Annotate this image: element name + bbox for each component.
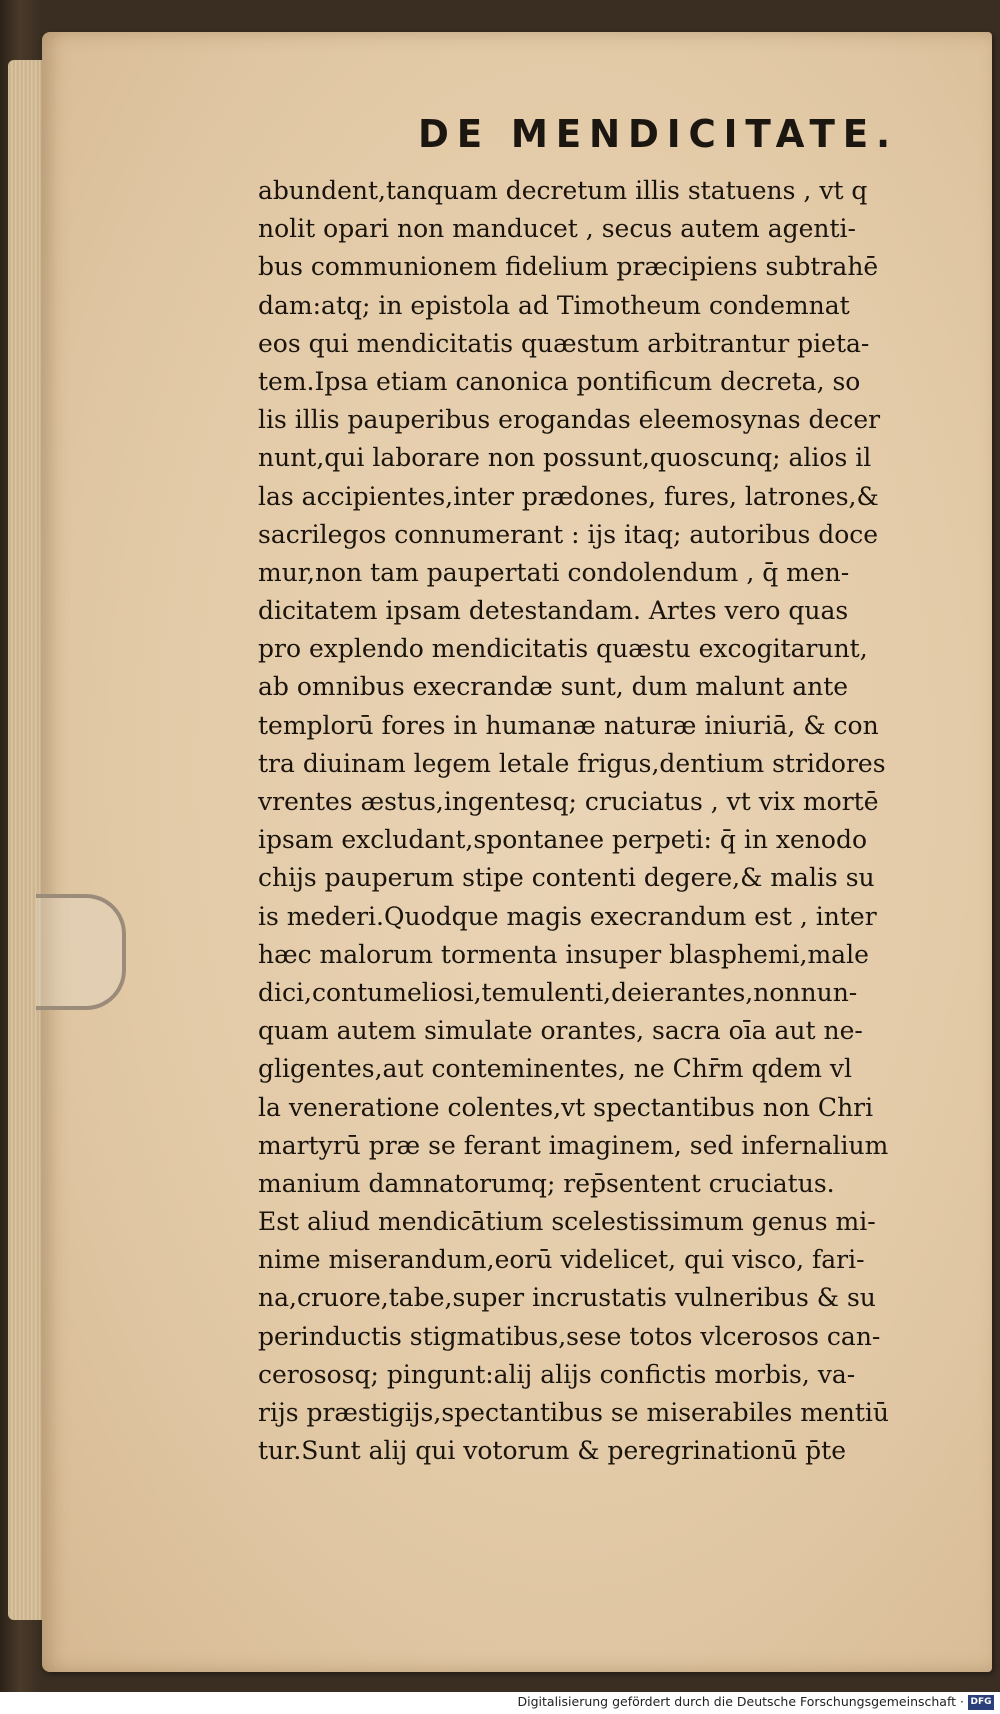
text-line: mur,non tam paupertati condolendum , q̄ men- — [258, 557, 850, 587]
text-line: rijs præstigijs,spectantibus se miserabiles mentiū — [258, 1398, 889, 1427]
text-line: dici,contumeliosi,temulenti,deierantes,nonnun- — [258, 977, 858, 1007]
text-line: pro explendo mendicitatis quæstu excogitarunt, — [258, 634, 868, 664]
text-line: nunt,qui laborare non possunt,quoscunq; alios il — [258, 443, 872, 473]
text-line: tur.Sunt alij qui votorum & peregrinationū p̄te — [258, 1436, 847, 1466]
text-line: hæc malorum tormenta insuper blasphemi,male — [258, 939, 869, 969]
text-line: martyrū præ se ferant imaginem, sed infernalium — [258, 1130, 889, 1160]
text-line: gligentes,aut conteminentes, ne Chr̄m qdem vl — [258, 1054, 853, 1084]
text-line: perinductis stigmatibus,sese totos vlcerosos can- — [258, 1321, 881, 1351]
text-line: ab omnibus execrandæ sunt, dum malunt ante — [258, 672, 849, 702]
text-line: chijs pauperum stipe contenti degere,& malis su — [258, 863, 875, 893]
text-line: sacrilegos connumerant : ijs itaq; autoribus doce — [258, 519, 879, 549]
text-line: bus communionem fidelium præcipiens subtrahē — [258, 252, 879, 282]
footer-credit: Digitalisierung gefördert durch die Deutsche Forschungsgemeinschaft · — [517, 1694, 964, 1709]
running-head: DE MENDICITATE. — [418, 112, 898, 156]
text-line: dicitatem ipsam detestandam. Artes vero quas — [258, 596, 849, 626]
text-line: nime miserandum,eorū videlicet, qui visco, fari- — [258, 1245, 865, 1275]
text-line: abundent,tanquam decretum illis statuens , vt q — [258, 176, 868, 205]
text-line: is mederi.Quodque magis execrandum est , inter — [258, 901, 877, 931]
text-block — [258, 172, 948, 1470]
text-line: na,cruore,tabe,super incrustatis vulneribus & su — [258, 1283, 876, 1313]
text-line: nolit opari non manducet , secus autem agenti- — [258, 214, 856, 244]
text-line: eos qui mendicitatis quæstum arbitrantur pieta- — [258, 328, 870, 358]
text-line: dam:atq; in epistola ad Timotheum condemnat — [258, 290, 850, 320]
text-line: tra diuinam legem letale frigus,dentium stridores — [258, 748, 886, 778]
text-line: quam autem simulate orantes, sacra oīa aut ne- — [258, 1016, 863, 1046]
dfg-logo: DFG — [968, 1695, 994, 1710]
text-line: las accipientes,inter prædones, fures, latrones,& — [258, 481, 879, 511]
text-line: vrentes æstus,ingentesq; cruciatus , vt vix mortē — [258, 787, 879, 816]
text-line: la veneratione colentes,vt spectantibus non Chri — [258, 1092, 874, 1122]
text-line: tem.Ipsa etiam canonica pontificum decreta, so — [258, 366, 861, 396]
text-line: ipsam excludant,spontanee perpeti: q̄ in xenodo — [258, 825, 868, 855]
text-line: manium damnatorumq; rep̄sentent cruciatus. — [258, 1168, 835, 1198]
text-line: lis illis pauperibus erogandas eleemosynas decer — [258, 405, 881, 435]
text-line: cerososq; pingunt:alij alijs confictis morbis, va- — [258, 1359, 856, 1389]
text-line: Est aliud mendicātium scelestissimum genus mi- — [258, 1207, 876, 1237]
book-clasp — [36, 894, 126, 1010]
text-line: templorū fores in humanæ naturæ iniuriā, & con — [258, 710, 879, 740]
